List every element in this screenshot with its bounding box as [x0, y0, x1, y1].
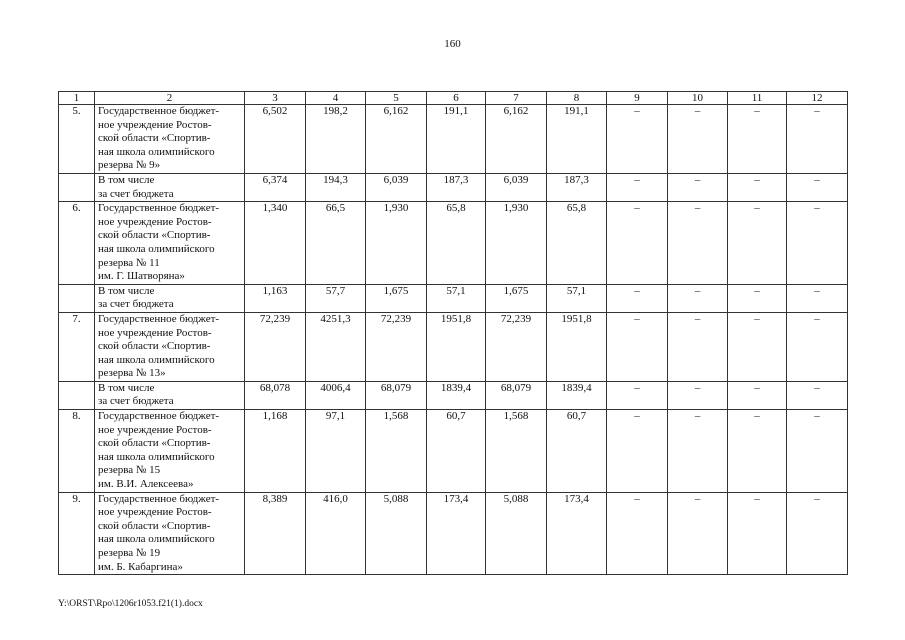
- value-col-12: –: [787, 105, 848, 174]
- column-header: 8: [547, 92, 607, 105]
- column-header: 1: [59, 92, 95, 105]
- value-col-3: 68,078: [245, 381, 306, 409]
- value-col-8: 1839,4: [547, 381, 607, 409]
- institution-name: Государственное бюджет- ное учреждение Ростов- ской области «Спортив- ная школа олимпийского резерва № 13»: [95, 312, 245, 381]
- value-col-6: 187,3: [427, 173, 486, 201]
- value-col-11: –: [728, 173, 787, 201]
- row-number: 7.: [59, 312, 95, 381]
- institution-name: Государственное бюджет- ное учреждение Ростов- ской области «Спортив- ная школа олимпийского резерва № 19 им. Б. Кабаргина»: [95, 492, 245, 575]
- table-row: [59, 312, 848, 381]
- value-col-3: 72,239: [245, 312, 306, 381]
- value-col-10: –: [668, 410, 728, 493]
- value-col-3: 1,168: [245, 410, 306, 493]
- value-col-4: 4251,3: [306, 312, 366, 381]
- value-col-5: 68,079: [366, 381, 427, 409]
- column-header: 12: [787, 92, 848, 105]
- value-col-9: –: [607, 173, 668, 201]
- value-col-3: 8,389: [245, 492, 306, 575]
- row-number: [59, 381, 95, 409]
- value-col-4: 97,1: [306, 410, 366, 493]
- value-col-8: 60,7: [547, 410, 607, 493]
- value-col-11: –: [728, 105, 787, 174]
- institution-name: Государственное бюджет- ное учреждение Ростов- ской области «Спортив- ная школа олимпийского резерва № 15 им. В.И. Алексеева»: [95, 410, 245, 493]
- table-row: [59, 381, 848, 409]
- value-col-11: –: [728, 410, 787, 493]
- value-col-6: 1839,4: [427, 381, 486, 409]
- value-col-8: 173,4: [547, 492, 607, 575]
- value-col-3: 6,502: [245, 105, 306, 174]
- column-header: 10: [668, 92, 728, 105]
- table-body: [59, 105, 848, 575]
- value-col-4: 57,7: [306, 284, 366, 312]
- row-number: 5.: [59, 105, 95, 174]
- value-col-9: –: [607, 202, 668, 285]
- row-number: [59, 284, 95, 312]
- table-row: [59, 105, 848, 174]
- value-col-11: –: [728, 381, 787, 409]
- value-col-6: 57,1: [427, 284, 486, 312]
- column-header: 11: [728, 92, 787, 105]
- budget-table: [58, 91, 848, 575]
- institution-name: В том числе за счет бюджета: [95, 173, 245, 201]
- row-number: 8.: [59, 410, 95, 493]
- value-col-6: 1951,8: [427, 312, 486, 381]
- value-col-9: –: [607, 410, 668, 493]
- value-col-8: 1951,8: [547, 312, 607, 381]
- value-col-7: 1,568: [486, 410, 547, 493]
- column-header: 4: [306, 92, 366, 105]
- value-col-8: 57,1: [547, 284, 607, 312]
- value-col-7: 72,239: [486, 312, 547, 381]
- value-col-5: 1,675: [366, 284, 427, 312]
- value-col-10: –: [668, 381, 728, 409]
- value-col-5: 1,930: [366, 202, 427, 285]
- value-col-3: 1,163: [245, 284, 306, 312]
- value-col-6: 173,4: [427, 492, 486, 575]
- value-col-11: –: [728, 492, 787, 575]
- value-col-10: –: [668, 173, 728, 201]
- institution-name: Государственное бюджет- ное учреждение Ростов- ской области «Спортив- ная школа олимпийского резерва № 9»: [95, 105, 245, 174]
- value-col-12: –: [787, 202, 848, 285]
- table-row: [59, 492, 848, 575]
- institution-name: Государственное бюджет- ное учреждение Ростов- ской области «Спортив- ная школа олимпийского резерва № 11 им. Г. Шатворяна»: [95, 202, 245, 285]
- value-col-7: 6,039: [486, 173, 547, 201]
- value-col-3: 6,374: [245, 173, 306, 201]
- value-col-11: –: [728, 284, 787, 312]
- column-header: 6: [427, 92, 486, 105]
- column-header: 3: [245, 92, 306, 105]
- value-col-12: –: [787, 410, 848, 493]
- table-row: [59, 173, 848, 201]
- column-header: 5: [366, 92, 427, 105]
- value-col-10: –: [668, 105, 728, 174]
- value-col-7: 1,930: [486, 202, 547, 285]
- value-col-10: –: [668, 284, 728, 312]
- value-col-5: 5,088: [366, 492, 427, 575]
- value-col-12: –: [787, 284, 848, 312]
- value-col-11: –: [728, 312, 787, 381]
- value-col-8: 65,8: [547, 202, 607, 285]
- value-col-5: 6,039: [366, 173, 427, 201]
- value-col-6: 65,8: [427, 202, 486, 285]
- value-col-4: 194,3: [306, 173, 366, 201]
- value-col-12: –: [787, 381, 848, 409]
- value-col-12: –: [787, 173, 848, 201]
- value-col-6: 191,1: [427, 105, 486, 174]
- table-row: [59, 202, 848, 285]
- value-col-3: 1,340: [245, 202, 306, 285]
- value-col-8: 191,1: [547, 105, 607, 174]
- column-header: 7: [486, 92, 547, 105]
- table-row: [59, 410, 848, 493]
- value-col-10: –: [668, 492, 728, 575]
- value-col-9: –: [607, 381, 668, 409]
- value-col-8: 187,3: [547, 173, 607, 201]
- institution-name: В том числе за счет бюджета: [95, 381, 245, 409]
- value-col-4: 416,0: [306, 492, 366, 575]
- row-number: 6.: [59, 202, 95, 285]
- value-col-5: 6,162: [366, 105, 427, 174]
- value-col-10: –: [668, 312, 728, 381]
- column-number-row: [59, 92, 848, 105]
- value-col-12: –: [787, 492, 848, 575]
- row-number: [59, 173, 95, 201]
- value-col-4: 66,5: [306, 202, 366, 285]
- value-col-7: 68,079: [486, 381, 547, 409]
- value-col-12: –: [787, 312, 848, 381]
- footer-file-path: Y:\ORST\Rpo\1206r1053.f21(1).docx: [58, 599, 203, 609]
- value-col-7: 1,675: [486, 284, 547, 312]
- value-col-9: –: [607, 284, 668, 312]
- value-col-9: –: [607, 105, 668, 174]
- institution-name: В том числе за счет бюджета: [95, 284, 245, 312]
- column-header: 2: [95, 92, 245, 105]
- page-number: 160: [444, 38, 461, 50]
- value-col-9: –: [607, 312, 668, 381]
- value-col-7: 6,162: [486, 105, 547, 174]
- value-col-10: –: [668, 202, 728, 285]
- value-col-4: 198,2: [306, 105, 366, 174]
- value-col-7: 5,088: [486, 492, 547, 575]
- row-number: 9.: [59, 492, 95, 575]
- table-row: [59, 284, 848, 312]
- value-col-4: 4006,4: [306, 381, 366, 409]
- value-col-5: 1,568: [366, 410, 427, 493]
- value-col-5: 72,239: [366, 312, 427, 381]
- value-col-6: 60,7: [427, 410, 486, 493]
- value-col-9: –: [607, 492, 668, 575]
- column-header: 9: [607, 92, 668, 105]
- value-col-11: –: [728, 202, 787, 285]
